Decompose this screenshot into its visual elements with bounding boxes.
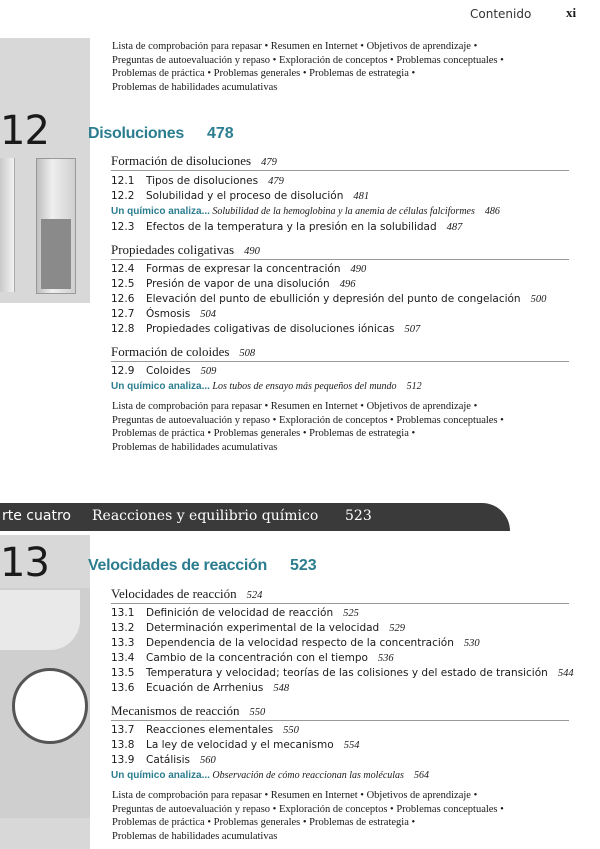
toc-entry <box>111 293 546 305</box>
entry-page: 496 <box>339 279 356 290</box>
feature-title: Observación de cómo reaccionan las moléculas <box>212 770 404 781</box>
entry-title: Cambio de la concentración con el tiempo <box>146 652 368 664</box>
section-heading <box>111 703 569 721</box>
entry-page: 479 <box>268 176 284 187</box>
entry-page: 509 <box>200 366 217 377</box>
entry-number: 13.1 <box>111 607 135 619</box>
entry-number: 12.1 <box>111 175 135 187</box>
review-line: Preguntas de autoevaluación y repaso • Exploración de conceptos • Problemas conceptuales • <box>112 54 504 66</box>
section-title: Velocidades de reacción <box>111 586 237 601</box>
feature-box-entry <box>111 770 429 781</box>
toc-entry <box>111 221 462 233</box>
entry-number: 12.2 <box>111 190 135 202</box>
toc-entry <box>111 323 420 335</box>
entry-page: 504 <box>200 309 216 320</box>
section-heading <box>111 153 569 171</box>
entry-title: Ecuación de Arrhenius <box>146 682 264 694</box>
entry-page: 507 <box>404 324 421 335</box>
entry-title: Determinación experimental de la velocidad <box>146 622 380 634</box>
running-header-title: Contenido <box>470 7 532 21</box>
part-page: 523 <box>345 508 372 524</box>
chapter-review-list <box>112 789 582 843</box>
section-title: Mecanismos de reacción <box>111 703 240 718</box>
test-tube-photo-right <box>36 158 76 294</box>
prev-chapter-review-list <box>112 40 582 94</box>
entry-title: Reacciones elementales <box>146 724 274 736</box>
feature-label: Un químico analiza... <box>111 770 210 781</box>
toc-entry <box>111 175 284 187</box>
toc-entry <box>111 622 405 634</box>
chapter-title: Disoluciones <box>88 125 184 142</box>
entry-title: Tipos de disoluciones <box>146 175 259 187</box>
chapter-page: 523 <box>290 557 317 574</box>
feature-page: 564 <box>413 770 429 781</box>
toc-entry <box>111 278 355 290</box>
entry-title: Presión de vapor de una disolución <box>146 278 330 290</box>
review-line: Lista de comprobación para repasar • Resumen en Internet • Objetivos de aprendizaje • <box>112 401 478 412</box>
entry-page: 525 <box>343 608 359 619</box>
toc-entry <box>111 308 216 320</box>
section-title: Propiedades coligativas <box>111 242 235 257</box>
entry-number: 12.9 <box>111 365 135 377</box>
entry-page: 530 <box>463 638 480 649</box>
entry-page: 529 <box>389 623 405 634</box>
entry-title: Propiedades coligativas de disoluciones iónicas <box>146 323 395 335</box>
entry-page: 560 <box>200 755 216 766</box>
chapter-number: 12 <box>0 108 49 154</box>
feature-page: 512 <box>406 381 422 392</box>
entry-title: Elevación del punto de ebullición y depresión del punto de congelación <box>146 293 521 305</box>
chapter-review-list <box>112 400 582 454</box>
feature-box-entry <box>111 381 422 392</box>
section-heading <box>111 586 569 604</box>
test-tube-photo-left <box>0 158 15 292</box>
section-heading <box>111 344 569 362</box>
toc-entry <box>111 739 359 751</box>
entry-number: 13.4 <box>111 652 135 664</box>
review-line: Problemas de práctica • Problemas generales • Problemas de estrategia • <box>112 68 416 79</box>
entry-number: 12.3 <box>111 221 135 233</box>
entry-number: 13.7 <box>111 724 135 736</box>
chapter-number: 13 <box>0 540 49 586</box>
section-heading <box>111 242 569 260</box>
toc-entry <box>111 754 216 766</box>
entry-number: 13.8 <box>111 739 135 751</box>
section-page: 508 <box>239 348 256 359</box>
section-page: 479 <box>261 157 277 168</box>
entry-title: Coloides <box>146 365 191 377</box>
entry-number: 13.6 <box>111 682 135 694</box>
entry-number: 12.8 <box>111 323 135 335</box>
review-line: Problemas de práctica • Problemas generales • Problemas de estrategia • <box>112 428 416 439</box>
section-title: Formación de disoluciones <box>111 153 252 168</box>
section-title: Formación de coloides <box>111 344 230 359</box>
section-page: 524 <box>246 590 263 601</box>
feature-label: Un químico analiza... <box>111 206 210 217</box>
entry-title: Ósmosis <box>146 308 191 320</box>
feature-title: Solubilidad de la hemoglobina y la anemia de células falciformes <box>212 206 475 217</box>
page-number: xi <box>566 5 577 20</box>
toc-entry <box>111 682 289 694</box>
entry-number: 12.5 <box>111 278 135 290</box>
review-line: Problemas de práctica • Problemas generales • Problemas de estrategia • <box>112 817 416 828</box>
chapter-title: Velocidades de reacción <box>88 557 267 574</box>
toc-entry <box>111 652 394 664</box>
part-label: rte cuatro <box>2 508 71 524</box>
review-line: Problemas de habilidades acumulativas <box>112 81 278 93</box>
section-page: 550 <box>249 707 266 718</box>
feature-box-entry <box>111 206 500 217</box>
entry-number: 13.3 <box>111 637 135 649</box>
hand-photo <box>0 590 80 650</box>
entry-number: 12.6 <box>111 293 135 305</box>
entry-number: 12.7 <box>111 308 135 320</box>
review-line: Preguntas de autoevaluación y repaso • Exploración de conceptos • Problemas conceptuales • <box>112 803 504 815</box>
toc-entry <box>111 607 359 619</box>
stopwatch-icon <box>12 668 88 744</box>
feature-title: Los tubos de ensayo más pequeños del mundo <box>212 381 397 392</box>
entry-page: 548 <box>273 683 290 694</box>
entry-title: Temperatura y velocidad; teorías de las colisiones y del estado de transición <box>146 667 548 679</box>
entry-number: 13.2 <box>111 622 135 634</box>
review-line: Lista de comprobación para repasar • Resumen en Internet • Objetivos de aprendizaje • <box>112 790 478 801</box>
section-page: 490 <box>244 246 260 257</box>
review-line: Problemas de habilidades acumulativas <box>112 441 278 453</box>
feature-label: Un químico analiza... <box>111 381 210 392</box>
entry-page: 490 <box>350 264 367 275</box>
toc-entry <box>111 637 480 649</box>
review-line: Problemas de habilidades acumulativas <box>112 830 278 842</box>
entry-number: 13.5 <box>111 667 135 679</box>
entry-title: Definición de velocidad de reacción <box>146 607 334 619</box>
review-line: Lista de comprobación para repasar • Resumen en Internet • Objetivos de aprendizaje • <box>112 41 478 52</box>
entry-title: Catálisis <box>146 754 191 766</box>
toc-entry <box>111 365 216 377</box>
review-line: Preguntas de autoevaluación y repaso • Exploración de conceptos • Problemas conceptuales • <box>112 414 504 426</box>
entry-number: 12.4 <box>111 263 135 275</box>
entry-title: Formas de expresar la concentración <box>146 263 341 275</box>
entry-page: 550 <box>283 725 299 736</box>
entry-page: 481 <box>353 191 370 202</box>
entry-page: 536 <box>377 653 394 664</box>
entry-page: 500 <box>530 294 547 305</box>
entry-page: 487 <box>446 222 463 233</box>
toc-entry <box>111 667 574 679</box>
part-title: Reacciones y equilibrio químico <box>92 508 319 524</box>
entry-title: La ley de velocidad y el mecanismo <box>146 739 334 751</box>
toc-entry <box>111 263 366 275</box>
entry-page: 544 <box>557 668 574 679</box>
entry-title: Dependencia de la velocidad respecto de la concentración <box>146 637 454 649</box>
toc-entry <box>111 190 369 202</box>
entry-title: Efectos de la temperatura y la presión en la solubilidad <box>146 221 437 233</box>
toc-entry <box>111 724 299 736</box>
entry-page: 554 <box>343 740 360 751</box>
chapter-page: 478 <box>207 125 234 142</box>
entry-number: 13.9 <box>111 754 135 766</box>
feature-page: 486 <box>484 206 500 217</box>
entry-title: Solubilidad y el proceso de disolución <box>146 190 344 202</box>
